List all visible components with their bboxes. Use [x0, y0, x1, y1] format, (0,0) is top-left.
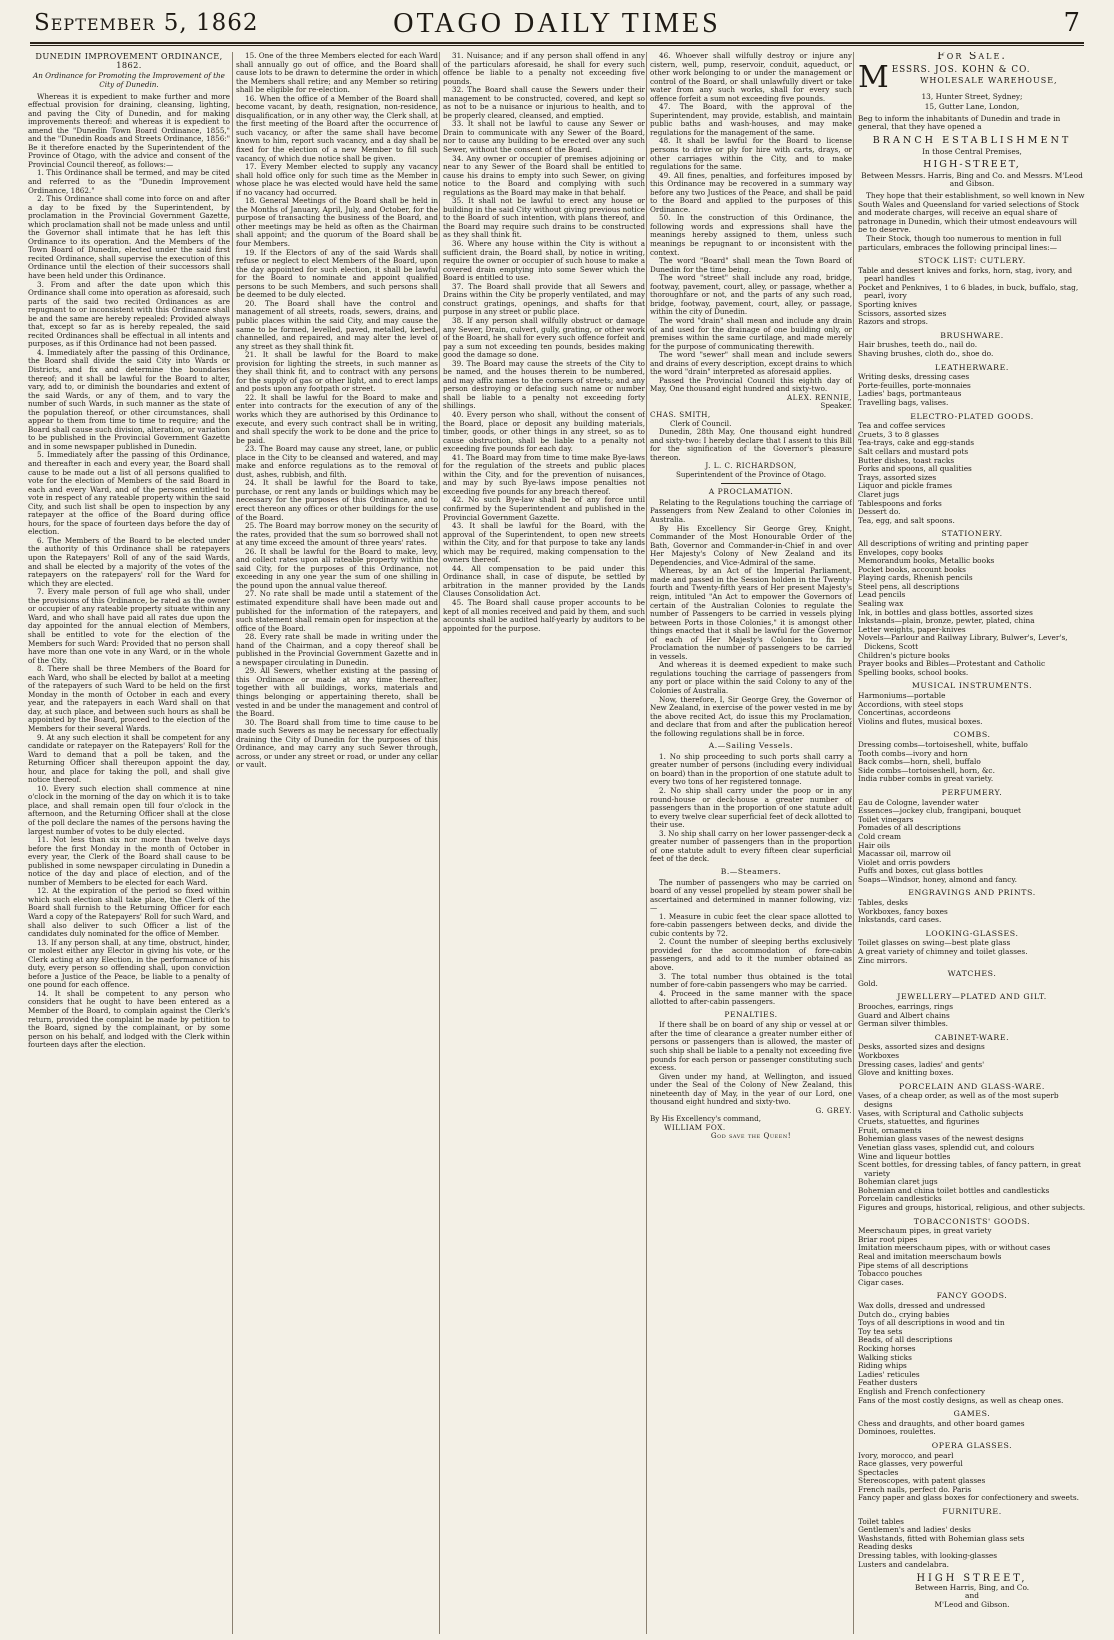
stock-item: Tea, egg, and salt spoons. — [858, 515, 955, 525]
firm-name: ESSRS. JOS. KOHN & CO. — [891, 64, 1031, 75]
stock-item: Playing cards, Rhenish pencils — [858, 573, 973, 583]
paragraph: 36. Where any house within the City is without a sufficient drain, the Board shall, by notice in writing, require the owner or occupier of such house to make a covered drain emptying into some Sewer which the Board is entitled to use. — [443, 239, 645, 283]
god-save-the-queen: God save the Queen! — [710, 1131, 792, 1141]
stock-section-title: GAMES. — [953, 1409, 991, 1419]
stock-item: Walking sticks — [858, 1352, 912, 1362]
stock-item: Back combs—horn, shell, buffalo — [858, 757, 981, 767]
stock-item: Inkstands—plain, bronze, pewter, plated, china — [858, 616, 1035, 626]
footer-high-street: HIGH STREET, — [916, 1573, 1028, 1585]
stock-item: Dressing cases, ladies' and gents' — [858, 1059, 985, 1069]
column-divider — [439, 52, 440, 1634]
paragraph: 38. If any person shall wilfully obstruct or damage any Sewer, Drain, culvert, gully, grating, or other work of the Board, he shall for every such offence forfeit and pay a sum not exceeding ten pounds, besides making good the damage so done. — [443, 315, 645, 360]
stock-item: Zinc mirrors. — [858, 955, 908, 965]
stock-section-title: JEWELLERY—PLATED AND GILT. — [897, 992, 1047, 1002]
address-london: 15, Gutter Lane, London, — [924, 102, 1020, 112]
stock-item: Lusters and candelabra. — [858, 1559, 949, 1569]
column-divider — [646, 52, 647, 1634]
stock-item: Shaving brushes, cloth do., shoe do. — [858, 349, 994, 359]
stock-section-title: CABINET-WARE. — [934, 1032, 1010, 1042]
stock-item: Rocking horses — [858, 1343, 916, 1353]
stock-section-title: FURNITURE. — [942, 1507, 1002, 1517]
stock-item: Vases, with Scriptural and Catholic subjects — [858, 1108, 1024, 1118]
paragraph: 46. Whoever shall wilfully destroy or injure any cistern, well, pump, reservoir, conduit, aqueduct, or other work belonging to or under the management or control of the Board, or shall unlawfully divert or take water from any such works, shall for every such offence forfeit a sum not exceeding five pounds. — [650, 52, 852, 103]
ordinance-body-1 — [28, 93, 230, 1050]
stock-item: Pomades of all descriptions — [858, 823, 961, 833]
stock-item: Cruets, 3 to 8 glasses — [858, 429, 939, 439]
column-3 — [443, 52, 645, 1637]
stock-item: Liquor and pickle frames — [858, 481, 952, 491]
stock-item: Pipe stems of all descriptions — [858, 1260, 969, 1270]
stock-section-title: PORCELAIN AND GLASS-WARE. — [899, 1081, 1045, 1091]
stock-item: Meerschaum pipes, in great variety — [858, 1226, 992, 1236]
stock-item: Butter dishes, toast racks — [858, 455, 955, 465]
paragraph: 31. Nuisance; and if any person shall offend in any of the particulars aforesaid, he shall for every such offence be liable to a penalty not exceeding five pounds. — [443, 52, 645, 86]
stock-item: Vases, of a cheap order, as well as of the most superb designs — [858, 1091, 1059, 1109]
paragraph: 19. If the Electors of any of the said Wards shall refuse or neglect to elect Members of the Board, upon the day appointed for such election, it shall be lawful for the Board to nominate and appoint qualified persons to be such Members, and such persons shall be deemed to be duly elected. — [236, 247, 438, 300]
premises-line: In those Central Premises, — [922, 146, 1022, 156]
stock-list — [858, 257, 1086, 1569]
stock-item: Real and imitation meerschaum bowls — [858, 1252, 1002, 1262]
stock-item: Chess and draughts, and other board games — [858, 1418, 1025, 1428]
stock-item: Dessert do. — [858, 507, 901, 517]
stock-item: Side combs—tortoiseshell, horn, &c. — [858, 765, 995, 775]
stock-item: Wax dolls, dressed and undressed — [858, 1301, 986, 1310]
footer-between: Between Harris, Bing, and Co. — [914, 1582, 1030, 1592]
between-line: Between Messrs. Harris, Bing and Co. and Messrs. M'Leod and Gibson. — [861, 170, 1083, 189]
paragraph: The word "sewer" shall mean and include sewers and drains of every description, except drains to which the word "drain" interpreted as aforesaid applies. — [650, 350, 852, 377]
paragraph: 25. The Board may borrow money on the security of the rates, provided that the sum so borrowed shall not at any time exceed the amount of three years' rates. — [236, 521, 438, 548]
command-name: WILLIAM FOX. — [664, 1122, 726, 1132]
stock-item: Fans of the most costly designs, as well as cheap ones. — [858, 1395, 1064, 1405]
stock-item: Wine and liqueur bottles — [858, 1151, 951, 1161]
stock-item: Scissors, assorted sizes — [858, 308, 947, 318]
stock-item: Writing desks, dressing cases — [858, 372, 970, 382]
stock-item: Workboxes, fancy boxes — [858, 906, 948, 916]
ordinance-body-4 — [650, 52, 852, 394]
sailing-vessels-heading: A.—Sailing Vessels. — [708, 741, 794, 751]
stock-item: Macassar oil, marrow oil — [858, 849, 952, 859]
stock-item: Tables, desks — [858, 898, 908, 908]
stock-item: Violet and orris powders — [858, 857, 951, 867]
section-rule — [721, 483, 781, 484]
stock-item: Toilet tables — [858, 1516, 904, 1526]
branch-heading: BRANCH ESTABLISHMENT — [872, 134, 1072, 146]
stock-section-title: LOOKING-GLASSES. — [925, 928, 1019, 938]
clerk-title: Clerk of Council. — [670, 418, 732, 428]
ad-footer — [858, 1575, 1086, 1609]
ad-intro: Beg to inform the inhabitants of Dunedin and trade in general, that they have opened a — [858, 113, 1061, 132]
masthead — [30, 6, 1084, 44]
wholesale-warehouse: WHOLESALE WAREHOUSE, — [920, 75, 1058, 85]
footer-last: M'Leod and Gibson. — [934, 1600, 1010, 1609]
ordinance-subheading: An Ordinance for Promoting the Improvement of the City of Dunedin. — [33, 71, 225, 89]
paragraph: 35. It shall not be lawful to erect any house or building in the said City without giving previous notice to the Board of such intention, with plans thereof, and the Board may require such drains to be constructed as they shall think fit. — [443, 196, 645, 240]
stock-item: Ladies' bags, portmanteaus — [858, 389, 962, 399]
paragraph: 11. Not less than six nor more than twelve days before the first Monday in the month of October in every year, the Clerk of the Board shall cause to be published in some newspaper circulating in Dunedin a notice of the day and place of election, and of the number of Members to be elected for each Ward. — [28, 835, 230, 887]
paragraph: 3. The total number thus obtained is the total number of fore-cabin passengers who may be carried. — [650, 971, 852, 990]
paragraph: 13. If any person shall, at any time, obstruct, hinder, or molest either any Elector in giving his vote, or the Clerk acting at any Election, in the performance of his duty, every person so offending shall, upon conviction before a Justice of the Peace, be liable to a penalty of one pound for each offence. — [28, 937, 230, 990]
stock-section-title: COMBS. — [953, 730, 991, 740]
masthead-rule — [30, 45, 1084, 46]
paragraph: Relating to the Regulations touching the carriage of Passengers from New Zealand to other Colonies in Australia. — [650, 497, 852, 525]
stock-item: Cigar cases. — [858, 1277, 904, 1287]
stock-item: Dutch do., crying babies — [858, 1309, 950, 1319]
stock-item: Dressing combs—tortoiseshell, white, buffalo — [858, 739, 1028, 749]
stock-item: Sporting knives — [858, 300, 917, 310]
paragraph: 1. No ship proceeding to such ports shall carry a greater number of persons (including every individual on board) than in the proportion of one statute adult to every two tons of her registered tonnage. — [650, 751, 852, 787]
paragraph: 29. All Sewers, whether existing at the passing of this Ordinance or made at any time thereafter, together with all buildings, works, materials and things belonging or appertaining thereto, shall be vested in and be under the management and control of the Board. — [236, 666, 438, 719]
column-divider — [232, 52, 233, 1634]
paragraph: 28. Every rate shall be made in writing under the hand of the Chairman, and a copy thereof shall be published in the Provincial Government Gazette and in a newspaper circulating in Dunedin. — [236, 632, 438, 667]
stock-item: Ladies' reticules — [858, 1369, 920, 1379]
stock-section-title: TOBACCONISTS' GOODS. — [913, 1216, 1031, 1226]
paragraph: 26. It shall be lawful for the Board to make, levy, and collect rates upon all rateable property within the said City, for the purposes of this Ordinance, not exceeding in any one year the sum of one shilling in the pound upon the annual value thereof. — [236, 546, 438, 590]
paragraph: 3. From and after the date upon which this Ordinance shall come into operation as aforesaid, such parts of the said two recited Ordinances as are repugnant to or inconsistent with this Ordinance shall be and the same are hereby repealed: Provided always that, except so far as is hereby repealed, the said recited Ordinances shall be effectual in all intents and purposes, as if this Ordinance had not been passed. — [28, 279, 230, 349]
paragraph: 17. Every Member elected to supply any vacancy shall hold office only for such time as the Member in whose place he was elected would have held the same if no vacancy had occurred. — [236, 162, 438, 197]
paragraph: 14. It shall be competent to any person who considers that he ought to have been entered as a Member of the Board, to complain against the Clerk's return, provided the complaint be made by petition to the Board, signed by the complainant, or by some person on his behalf, and lodged with the Clerk within fourteen days after the election. — [28, 988, 230, 1050]
paragraph: 49. All fines, penalties, and forfeitures imposed by this Ordinance may be recovered in a summary way before any two Justices of the Peace, and shall be paid to the Board and applied to the purposes of this Ordinance. — [650, 170, 852, 214]
stock-section-title: WATCHES. — [947, 969, 997, 979]
stock-item: Ink, in bottles and glass bottles, assorted sizes — [858, 607, 1033, 617]
ordinance-heading: DUNEDIN IMPROVEMENT ORDINANCE, 1862. — [35, 52, 223, 71]
paragraph: 16. When the office of a Member of the Board shall become vacant, by death, resignation, non-residence, disqualification, or in any other way, the Clerk shall, at the first meeting of the Board after the occurrence of such vacancy, or after the same shall have become known to him, report such vacancy, and a day shall be fixed for the election of a new Member to fill such vacancy, of which due notice shall be given. — [236, 93, 438, 163]
issue-date: September 5, 1862 — [34, 10, 259, 36]
stock-item: Tea and coffee services — [858, 421, 946, 431]
stock-item: Razors and strops. — [858, 317, 929, 327]
stock-item: Feather dusters — [858, 1378, 918, 1388]
stock-section-title: PERFUMERY. — [941, 787, 1003, 797]
steamers-body — [650, 879, 852, 1007]
stock-item: Figures and groups, historical, religious, and other subjects. — [858, 1203, 1086, 1213]
steamers-heading: B.—Steamers. — [720, 866, 782, 876]
sailing-vessels-body — [650, 753, 852, 864]
paragraph: 9. At any such election it shall be competent for any candidate or ratepayer on the Ratepayers' Roll for the Ward to demand that a poll be taken, and the Returning Officer shall thereupon appoint the day, hour, and place for taking the poll, and shall give notice thereof. — [28, 732, 230, 785]
paragraph: And whereas it is deemed expedient to make such regulations touching the carriage of passengers from any port or place within the said Colony to any of the Colonies of Australia. — [650, 660, 852, 695]
stock-item: A great variety of chimney and toilet glasses. — [858, 947, 1028, 957]
stock-item: Bohemian glass vases of the newest designs — [858, 1134, 1024, 1144]
address-sydney: 13, Hunter Street, Sydney; — [921, 91, 1023, 101]
stock-item: Tablespoons and forks — [858, 498, 942, 508]
stock-section-title: STATIONERY. — [941, 529, 1003, 539]
stock-item: Toys of all descriptions in wood and tin — [858, 1318, 1005, 1328]
proclamation-heading: A PROCLAMATION. — [708, 487, 794, 497]
stock-item: Inkstands, card cases. — [858, 915, 942, 925]
paragraph: 30. The Board shall from time to time cause to be made such Sewers as may be necessary for effectually draining the City of Dunedin for the purposes of this Ordinance, and may carry any such Sewer through, across, or under any street or road, or under any cellar or vault. — [236, 717, 438, 770]
paragraph: 10. Every such election shall commence at nine o'clock in the morning of the day on which it is to take place, and shall remain open till four o'clock in the afternoon, and the Returning Officer shall at the close of the poll declare the names of the persons having the largest number of votes to be duly elected. — [28, 783, 230, 836]
stock-section-title: LEATHERWARE. — [935, 362, 1009, 372]
paragraph: 40. Every person who shall, without the consent of the Board, place or deposit any building materials, timber, goods, or other things in any street, so as to cause obstruction, shall be liable to a penalty not exceeding five pounds for each day. — [443, 409, 645, 454]
stock-item: Novels—Parlour and Railway Library, Bulwer's, Lever's, Dickens, Scott — [858, 633, 1068, 652]
paragraph: 42. No such Bye-law shall be of any force until confirmed by the Superintendent and published in the Provincial Government Gazette. — [443, 495, 645, 522]
paragraph: Given under my hand, at Wellington, and issued under the Seal of the Colony of New Zealand, this nineteenth day of May, in the year of our Lord, one thousand eight hundred and sixty-two. — [650, 1071, 852, 1107]
stock-item: All descriptions of writing and printing paper — [858, 538, 1029, 548]
paragraph: Passed the Provincial Council this eighth day of May, One thousand eight hundred and sixty-two. — [650, 375, 852, 394]
paragraph: 43. It shall be lawful for the Board, with the approval of the Superintendent, to open new streets within the City, and for that purpose to take any lands which may be required, making compensation to the owners thereof. — [443, 521, 645, 565]
stock-item: Race glasses, very powerful — [858, 1459, 963, 1469]
stock-item: Venetian glass vases, splendid cut, and colours — [858, 1142, 1035, 1152]
stock-item: Bohemian and china toilet bottles and candlesticks — [858, 1185, 1050, 1195]
stock-item: Imitation meerschaum pipes, with or without cases — [858, 1243, 1051, 1253]
high-street-heading: HIGH-STREET, — [923, 159, 1021, 171]
governor-signature: G. GREY. — [815, 1105, 852, 1115]
stock-item: Spectacles — [858, 1467, 899, 1477]
paragraph: 18. General Meetings of the Board shall be held in the Months of January, April, July, and October, for the purpose of transacting the business of the Board, and other meetings may be held as often as the Chairman shall appoint; and the quorum of the Board shall be four Members. — [236, 196, 438, 249]
paragraph: Whereas it is expedient to make further and more effectual provision for draining, cleansing, lighting, and paving the City of Dunedin, and for making improvements thereof: and whereas it is expedient to amend the "Dunedin Town Board Ordinance, 1855," and the "Dunedin Roads and Streets Ordinance, 1856:" Be it therefore enacted by the Superintendent of the Province of Otago, with the advice and consent of the Provincial Council thereof, as follows:— — [28, 91, 230, 169]
stock-item: Tooth combs—ivory and horn — [858, 748, 968, 758]
paragraph: 37. The Board shall provide that all Sewers and Drains within the City be properly ventilated, and may construct gratings, openings, and shafts for that purpose in any street or public place. — [443, 281, 645, 317]
paragraph: Whereas, by an Act of the Imperial Parliament, made and passed in the Session holden in the Twenty-fourth and Twenty-fifth years of Her present Majesty's reign, intituled "An Act to empower the Governors of certain of the Australian Colonies to regulate the number of Passengers to be carried in vessels plying between Ports in those Colonies," it is amongst other things enacted that it shall be lawful for the Governor of each of Her Majesty's Colonies to fix by Proclamation the number of passengers to be carried in vessels. — [650, 566, 852, 661]
paragraph: 24. It shall be lawful for the Board to take, purchase, or rent any lands or buildings which may be necessary for the purposes of this Ordinance, and to erect thereon any offices or other buildings for the use of the Board. — [236, 478, 438, 522]
paragraph: If there shall be on board of any ship or vessel at or after the time of clearance a greater number either of persons or passengers than is allowed, the master of such ship shall be liable to a penalty not exceeding five pounds for each person or passenger constituting such excess. — [650, 1020, 852, 1073]
paragraph: 50. In the construction of this Ordinance, the following words and expressions shall have the meanings hereby assigned to them, unless such meanings be repugnant to or inconsistent with the context. — [650, 213, 852, 257]
paragraph: 2. This Ordinance shall come into force on and after a day to be fixed by the Superintendent, by proclamation in the Provincial Government Gazette, which proclamation shall not be made unless and until the Governor shall intimate that he has left this Ordinance to its operation. And the Members of the Town Board of Dunedin, elected under the said first recited Ordinance, shall supervise the execution of this Ordinance until the election of their successors shall have been held under this Ordinance. — [28, 194, 230, 280]
ordinance-body-2 — [236, 52, 438, 770]
stock-item: Concertinas, accordeons — [858, 708, 951, 718]
stock-item: Envelopes, copy books — [858, 547, 943, 557]
paragraph: The word "drain" shall mean and include any drain of and used for the drainage of one building only, or premises within the same curtilage, and made merely for the purpose of communicating therewith. — [650, 315, 852, 351]
penalties-heading: PENALTIES. — [724, 1009, 778, 1019]
stock-section-title: ENGRAVINGS AND PRINTS. — [908, 888, 1036, 898]
paragraph: 2. Count the number of sleeping berths exclusively provided for the accommodation of fore-cabin passengers, and add to it the number obtained as above. — [650, 937, 852, 973]
stock-item: Steel pens, all descriptions — [858, 581, 960, 591]
stock-item: Desks, assorted sizes and designs — [858, 1042, 985, 1052]
stock-item: English and French confectionery — [858, 1386, 986, 1396]
stock-item: Toilet vinegars — [858, 814, 914, 824]
paragraph: 47. The Board, with the approval of the Superintendent, may provide, establish, and maintain public baths and wash-houses, and may make regulations for the management of the same. — [650, 102, 852, 137]
stock-item: Toy tea sets — [858, 1326, 903, 1336]
stock-item: Bohemian claret jugs — [858, 1177, 938, 1187]
paragraph: 44. All compensation to be paid under this Ordinance shall, in case of dispute, be settled by arbitration in the manner provided by the Lands Clauses Consolidation Act. — [443, 563, 645, 599]
paragraph: 4. Proceed in the same manner with the space allotted to after-cabin passengers. — [650, 988, 852, 1007]
stock-item: Forks and spoons, all qualities — [858, 464, 972, 474]
stock-item: Glove and knitting boxes. — [858, 1068, 954, 1078]
paragraph: By His Excellency Sir George Grey, Knight, Commander of the Most Honourable Order of the Bath, Governor and Commander-in-Chief in and over Her Majesty's Colony of New Zealand and its Dependencies, and Vice-Admiral of the same. — [650, 523, 852, 567]
paragraph: 20. The Board shall have the control and management of all streets, roads, sewers, drains, and public places within the said City, and may cause the same to be formed, levelled, paved, metalled, kerbed, channelled, and repaired, and may alter the level of any street as they shall think fit. — [236, 298, 438, 351]
column-5-advertisement — [858, 52, 1086, 1637]
stock-item: Accordions, with steel stops — [858, 699, 964, 709]
stock-item: Essences—jockey club, frangipani, bouquet — [858, 806, 1022, 816]
stock-item: Workboxes — [858, 1050, 900, 1060]
paragraph: The number of passengers who may be carried on board of any vessel propelled by steam power shall be ascertained and determined in manner following, viz:— — [650, 877, 852, 913]
stock-item: Lead pencils — [858, 590, 906, 600]
stock-section-title: OPERA GLASSES. — [931, 1440, 1013, 1450]
stock-item: Fancy paper and glass boxes for confectionery and sweets. — [858, 1493, 1079, 1503]
paragraph: 39. The Board may cause the streets of the City to be named, and the houses therein to be numbered, and may affix names to the corners of streets; and any person destroying or defacing such name or number shall be liable to a penalty not exceeding forty shillings. — [443, 358, 645, 411]
stock-item: Sealing wax — [858, 599, 904, 609]
superintendent-title: Superintendent of the Province of Otago. — [675, 469, 827, 479]
clerk-name: CHAS. SMITH, — [650, 409, 711, 419]
stock-section-title: STOCK LIST: CUTLERY. — [918, 256, 1026, 266]
stock-item: Claret jugs — [858, 489, 900, 499]
column-2 — [236, 52, 438, 1637]
drop-cap: M — [858, 59, 889, 95]
stock-item: Cold cream — [858, 831, 902, 841]
stock-item: Memorandum books, Metallic books — [858, 556, 995, 566]
column-divider — [853, 52, 854, 1634]
stock-item: Cruets, statuettes, and figurines — [858, 1117, 980, 1127]
stock-item: German silver thimbles. — [858, 1019, 948, 1029]
stock-section-title: MUSICAL INSTRUMENTS. — [911, 681, 1033, 691]
stock-item: Riding whips — [858, 1361, 907, 1371]
stock-item: Violins and flutes, musical boxes. — [858, 716, 983, 726]
for-sale-heading: For Sale. — [937, 52, 1007, 62]
firm-block — [858, 59, 1086, 95]
stock-item: Dressing tables, with looking-glasses — [858, 1551, 998, 1561]
stock-item: Guard and Albert chains — [858, 1010, 950, 1020]
stock-item: Porcelain candlesticks — [858, 1194, 942, 1204]
stock-item: Ivory, morocco, and pearl — [858, 1450, 954, 1460]
penalties-body — [650, 1021, 852, 1106]
stock-item: Pocket books, account books — [858, 564, 966, 574]
stock-item: Soaps—Windsor, honey, almond and fancy. — [858, 874, 1017, 884]
command-line: By His Excellency's command, — [650, 1114, 762, 1124]
stock-item: Fruit, ornaments — [858, 1125, 922, 1135]
paragraph: 15. One of the three Members elected for each Ward shall annually go out of office, and the Board shall cause lots to be drawn to determine the order in which the Members shall retire; and any Member so retiring shall be eligible for re-election. — [236, 52, 438, 95]
column-4 — [650, 52, 852, 1637]
stock-item: Tea-trays, cake and egg-stands — [858, 438, 974, 448]
stock-item: Scent bottles, for dressing tables, of fancy pattern, in great variety — [858, 1160, 1081, 1178]
paragraph: 1. Measure in cubic feet the clear space allotted to fore-cabin passengers between decks, and divide the cubic contents by 72. — [650, 911, 852, 938]
stock-item: French nails, perfect do. Paris — [858, 1484, 972, 1494]
paragraph: 21. It shall be lawful for the Board to make provision for lighting the streets, in such manner as they shall think fit, and to contract with any persons for the supply of gas or other light, and to erect lamps and posts upon any footpath or street. — [236, 350, 438, 394]
column-1 — [28, 52, 230, 1637]
stock-item: Toilet glasses on swing—best plate glass — [858, 938, 1011, 948]
ordinance-body-3 — [443, 52, 645, 633]
paragraph: 41. The Board may from time to time make Bye-laws for the regulation of the streets and public places within the City, and for the prevention of nuisances, and may by such Bye-laws impose penalties not exceeding five pounds for any breach thereof. — [443, 452, 645, 496]
stock-item: Children's picture books — [858, 650, 950, 660]
paragraph: The word "Board" shall mean the Town Board of Dunedin for the time being. — [650, 256, 852, 274]
speaker-title: Speaker. — [820, 401, 852, 411]
assent-text: Dunedin, 28th May, One thousand eight hundred and sixty-two: I hereby declare that I assent to this Bill for the signification of the Governor's pleasure thereon. — [650, 427, 852, 462]
stock-section-title: BRUSHWARE. — [940, 330, 1004, 340]
stock-section-title: FANCY GOODS. — [936, 1291, 1008, 1301]
stock-item: Gentlemen's and ladies' desks — [858, 1525, 971, 1535]
paragraph: Now, therefore, I, Sir George Grey, the Governor of New Zealand, in exercise of the power vested in me by the above recited Act, do issue this my Proclamation, and declare that from and after the publication hereof the following regulations shall be in force. — [650, 694, 852, 738]
stock-item: Dominoes, roulettes. — [858, 1427, 936, 1437]
paragraph: 27. No rate shall be made until a statement of the estimated expenditure shall have been made out and published for the information of the ratepayers, and such statement shall remain open for inspection at the office of the Board. — [236, 589, 438, 633]
stock-item: Salt cellars and mustard pots — [858, 446, 969, 456]
stock-item: Puffs and boxes, cut glass bottles — [858, 866, 983, 876]
stock-item: Briar root pipes — [858, 1234, 918, 1244]
paragraph: 6. The Members of the Board to be elected under the authority of this Ordinance shall be ratepayers upon the Ratepayers' Roll of any of the said Wards, and shall be elected by a majority of the votes of the ratepayers on the ratepayers' roll for the Ward for which they are elected. — [28, 535, 230, 588]
stock-item: Stereoscopes, with patent glasses — [858, 1476, 986, 1486]
stock-item: Reading desks — [858, 1542, 913, 1552]
stock-item: Brooches, earrings, rings — [858, 1002, 953, 1011]
stock-item: India rubber combs in great variety. — [858, 774, 994, 784]
stock-item: Trays, assorted sizes — [858, 472, 937, 482]
stock-item: Travelling bags, valises. — [858, 398, 949, 407]
newspaper-title: OTAGO DAILY TIMES — [393, 8, 721, 39]
ad-body-1: They hope that their establishment, so well known in New South Wales and Queensland for varied selections of Stock and moderate charges, will receive an equal share of patronage in Dunedin, which their utmost endeavours will be to deserve. — [858, 190, 1085, 235]
stock-item: Pocket and Penknives, 1 to 6 blades, in buck, buffalo, stag, pearl, ivory — [858, 282, 1079, 301]
stock-item: Hair brushes, teeth do., nail do. — [858, 340, 978, 350]
stock-section-title: ELECTRO-PLATED GOODS. — [910, 411, 1034, 421]
stock-item: Gold. — [858, 978, 878, 988]
speaker-name: ALEX. RENNIE, — [786, 392, 852, 402]
stock-item: Beads, of all descriptions — [858, 1335, 953, 1345]
paragraph: 22. It shall be lawful for the Board to make and enter into contracts for the execution of any of the works which they are authorised by this Ordinance to execute, and every such contract shall be in writing, and shall specify the work to be done and the price to be paid. — [236, 392, 438, 445]
paragraph: 2. No ship shall carry under the poop or in any round-house or deck-house a greater number of passengers than in the proportion of one statute adult to every twelve clear superficial feet of deck allotted to their use. — [650, 786, 852, 830]
stock-item: Prayer books and Bibles—Protestant and Catholic — [858, 659, 1046, 669]
paragraph: 3. No ship shall carry on her lower passenger-deck a greater number of passengers than in the proportion of one statute adult to every fifteen clear superficial feet of the deck. — [650, 828, 852, 864]
stock-item: Table and dessert knives and forks, horn, stag, ivory, and pearl handles — [858, 265, 1073, 284]
stock-item: Letter weights, paper-knives — [858, 624, 966, 634]
paragraph: 48. It shall be lawful for the Board to license persons to drive or ply for hire with carts, drays, or other carriages within the City, and to make regulations for the same. — [650, 136, 852, 172]
paragraph: 45. The Board shall cause proper accounts to be kept of all monies received and paid by them, and such accounts shall be audited half-yearly by auditors to be appointed for the purpose. — [443, 598, 645, 633]
paragraph: 32. The Board shall cause the Sewers under their management to be constructed, covered, and kept so as not to be a nuisance or injurious to health, and to be properly cleared, cleansed, and emptied. — [443, 85, 645, 120]
stock-item: Harmoniums—portable — [858, 691, 946, 700]
stock-item: Eau de Cologne, lavender water — [858, 797, 979, 807]
paragraph: The word "street" shall include any road, bridge, footway, pavement, court, alley, or passage, whether a thoroughfare or not, and the parts of any such road, bridge, footway, pavement, court, alley, or passage, within the city of Dunedin. — [650, 273, 852, 317]
stock-item: Hair oils — [858, 840, 891, 850]
paragraph: 1. This Ordinance shall be termed, and may be cited and referred to as the "Dunedin Improvement Ordinance, 1862." — [28, 168, 230, 195]
paragraph: 4. Immediately after the passing of this Ordinance, the Board shall divide the said City into Wards or Districts, and fix and determine the boundaries thereof; and it shall be lawful for the Board to alter, vary, add to, or diminish the boundaries and extent of the said Wards, or any of them, and to vary the number of such Wards, in such manner as the state of the population thereof, or other circumstances, shall appear to them from time to time to require; and the Board shall cause such division, alteration, or variation to be published in the Provincial Government Gazette and in some newspaper published in Dunedin. — [28, 347, 230, 451]
ad-body-2: Their Stock, though too numerous to mention in full particulars, embraces the following principal lines:— — [858, 233, 1062, 252]
stock-item: Tobacco pouches — [858, 1269, 923, 1279]
page-number: 7 — [1063, 8, 1080, 38]
paragraph: 7. Every male person of full age who shall, under the provisions of this Ordinance, be rated as the owner or occupier of any rateable property situate within any Ward, and who shall have paid all rates due upon the day appointed for the annual election of Members, shall be entitled to vote for the election of the Members for such Ward: Provided that no person shall have more than one vote in any Ward, or in the whole of the City. — [28, 587, 230, 665]
footer-and: and — [965, 1591, 979, 1601]
stock-item: Spelling books, school books. — [858, 667, 969, 677]
paragraph: 33. It shall not be lawful to cause any Sewer or Drain to communicate with any Sewer of the Board, nor to cause any building to be erected over any such Sewer, without the consent of the Board. — [443, 119, 645, 155]
paragraph: 34. Any owner or occupier of premises adjoining or near to any Sewer of the Board shall be entitled to cause his drains to empty into such Sewer, on giving notice to the Board and complying with such regulations as the Board may make in that behalf. — [443, 153, 645, 197]
stock-item: Porte-feuilles, porte-monnaies — [858, 380, 971, 390]
stock-item: Washstands, fitted with Bohemian glass sets — [858, 1533, 1025, 1543]
paragraph: 23. The Board may cause any street, lane, or public place in the City to be cleansed and watered, and may make and enforce regulations as to the removal of dust, ashes, rubbish, and filth. — [236, 444, 438, 479]
superintendent-name: J. L. C. RICHARDSON, — [705, 461, 797, 471]
paragraph: 8. There shall be three Members of the Board for each Ward, who shall be elected by ballot at a meeting of the ratepayers of such Ward to be held on the first Monday in the month of October in each and every year, and the ratepayers in each Ward shall on that day, at such place, and between such hours as shall be appointed by the Board, proceed to the election of the Members for their several Wards. — [28, 664, 230, 733]
paragraph: 12. At the expiration of the period so fixed within which such election shall take place, the Clerk of the Board shall furnish to the Returning Officer for each Ward a copy of the Ratepayers' Roll for such Ward, and shall also deliver to such Officer a list of the candidates duly nominated for the office of Member. — [28, 886, 230, 939]
proclamation-body — [650, 499, 852, 738]
paragraph: 5. Immediately after the passing of this Ordinance, and thereafter in each and every year, the Board shall cause to be made out a list of all persons qualified to vote for the election of Members of the said Board in each and every Ward, and of the persons entitled to vote in respect of any rateable property within the said City, and such list shall be open to inspection by any ratepayer at the office of the Board during office hours, for the space of fourteen days before the day of election. — [28, 450, 230, 537]
